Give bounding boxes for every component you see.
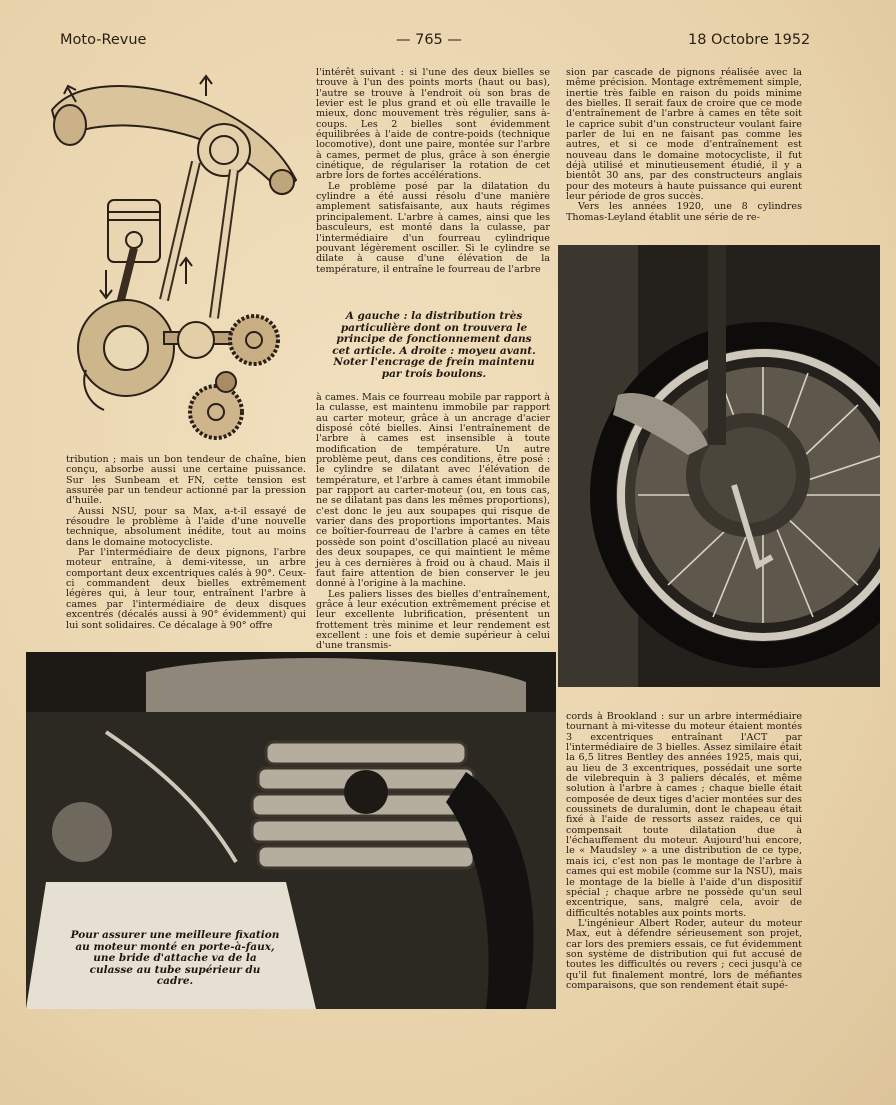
paragraph: Vers les années 1920, une 8 cylindres Thomas-Leyland établit une série de re- [566,201,802,223]
column-right-bottom [566,712,802,991]
distribution-diagram [46,70,308,450]
paragraph: sion par cascade de pignons réalisée avec la même précision. Montage extrêmement simple, inertie très faible en raison du poids minime des bielles. Il serait faux de croire que ce mode d'entraînement de l'arbre à cames en tête soit le caprice subit d'un constructeur voulant faire parler de lui en ne faisant pas comme les autres, et si ce mode d'entraînement est nouveau dans le domaine motocycliste, il fut déjà utilisé et minutieusement étudié, il y a bientôt 30 ans, par des constructeurs anglais pour des moteurs à haute puissance qui eurent leur période de gros succès. [566,67,802,203]
paragraph: l'intérêt suivant : si l'une des deux bielles se trouve à l'un des points morts (haut ou bas), l'autre se trouve à l'endroit où son bras de levier est le plus grand et où elle travaille le mieux, donc mouvement très régulier, sans à-coups. Les 2 bielles sont évidemment équilibrées à l'aide de contre-poids (technique locomotive), dont une paire, montée sur l'arbre à cames, permet de plus, grâce à son énergie cinétique, de régulariser la rotation de cet arbre lors de fortes accélérations. [316,67,550,182]
front-hub-photo [558,245,880,687]
column-left-bottom [66,455,306,631]
magazine-title: Moto-Revue [60,32,147,48]
column-middle-top [316,68,550,275]
column-right-top [566,68,802,223]
paragraph: Le problème posé par la dilatation du cylindre a été aussi résolu d'une manière amplement satisfaisante, aux hauts régimes principalement. L'arbre à cames, ainsi que les basculeurs, est monté dans la culasse, par l'intermédiaire d'un fourreau cylindrique pouvant légèrement osciller. Si le cylindre se dilate à cause d'une élévation de la température, il entraîne le fourreau de l'arbre [316,180,550,275]
caption-distribution: A gauche : la distribution très particulière dont on trouvera le principe de fonctionnement dans cet article. A droite : moyeu avant. Noter l'encrage de frein maintenu par trois boulons. [332,310,536,380]
distribution-drawing [46,70,308,450]
column-middle-bottom [316,393,550,652]
paragraph: Aussi NSU, pour sa Max, a-t-il essayé de résoudre le problème à l'aide d'une nouvelle technique, absolument inédite, tout au moins dans le domaine motocycliste. [66,505,306,548]
caption-fixation: Pour assurer une meilleure fixation au moteur monté en porte-à-faux, une bride d'attache va de la culasse au tube supérieur du cadre. [70,929,280,987]
paragraph: Les paliers lisses des bielles d'entraînement, grâce à leur exécution extrêmement précise et leur excellente lubrification, présentent un frottement très minime et leur rendement est excellent : une fois et demie supérieur à celui d'une transmis- [316,588,550,652]
wheel-drawing [558,245,880,687]
paragraph: Par l'intermédiaire de deux pignons, l'arbre moteur entraîne, à demi-vitesse, un arbre comportant deux excentriques calés à 90°. Ceux-ci commandent deux bielles extrêmement légères qui, à leur tour, entraînent l'arbre à cames par l'intermédiaire de deux disques excentrés (décalés aussi à 90° évidemment) qui lui sont solidaires. Ce décalage à 90° offre [66,547,306,631]
paragraph: cords à Brookland : sur un arbre intermédiaire tournant à mi-vitesse du moteur étaient montés 3 excentriques entraînant l'ACT par l'intermédiaire de 3 bielles. Assez similaire était la 6,5 litres Bentley des années 1925, mais qui, au lieu de 3 excentriques, possédait une sorte de vilebrequin à 3 paliers décalés, et même solution à l'arbre à cames ; chaque bielle était composée de deux tiges d'acier montées sur des coussinets de duralumin, dont le chapeau était fixé à l'aide de ressorts assez raides, ce qui compensait toute dilatation due à l'échauffement du moteur. Aujourd'hui encore, le « Maudsley » a une distribution de ce type, mais ici, c'est non pas le montage de l'arbre à cames qui est mobile (comme sur la NSU), mais le montage de la bielle à l'aide d'un dispositif spécial ; chaque arbre ne possède qu'un seul excentrique, sans, malgré cela, avoir de difficultés notables aux points morts. [566,711,802,919]
paragraph: à cames. Mais ce fourreau mobile par rapport à la culasse, est maintenu immobile par rapport au carter moteur, grâce à un ancrage d'acier disposé côté bielles. Ainsi l'entraînement de l'arbre à cames est insensible à toute modification de température. Un autre problème peut, dans ces conditions, être posé : le cylindre se dilatant avec l'élévation de température, et l'arbre à cames étant immobile par rapport au carter-moteur (ou, en tous cas, ne se dilatant pas dans les mêmes proportions), c'est donc le jeu aux soupapes qui risque de varier dans des proportions importantes. Mais ce boîtier-fourreau de l'arbre à cames en tête possède son point d'oscillation placé au niveau des deux soupapes, ce qui maintient le même jeu à ces dernières à froid ou à chaud. Mais il faut faire attention de bien conserver le jeu donné à l'origine à la machine. [316,392,550,590]
paragraph: L'ingénieur Albert Roder, auteur du moteur Max, eut à défendre sérieusement son projet, car lors des premiers essais, ce fut évidemment son système de distribution qui fut accusé de toutes les difficultés ou revers ; ceci jusqu'à ce qu'il fut finalement montré, lors de méfiantes comparaisons, que son rendement était supé- [566,917,802,991]
paragraph: tribution ; mais un bon tendeur de chaîne, bien conçu, absorbe aussi une certaine puissance. Sur les Sunbeam et FN, cette tension est assurée par un tendeur actionné par la pression d'huile. [66,454,306,507]
page-number: — 765 — [396,32,462,48]
issue-date: 18 Octobre 1952 [688,32,811,48]
